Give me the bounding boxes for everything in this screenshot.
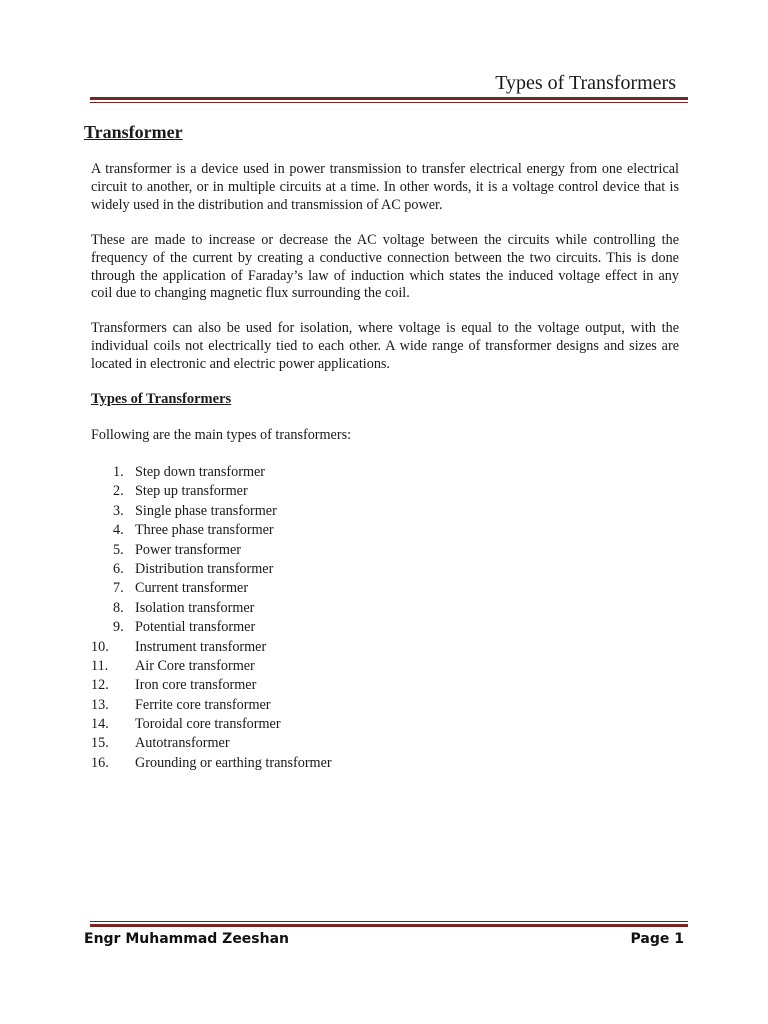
list-item (91, 482, 332, 501)
list-item (91, 734, 332, 753)
list-item (91, 521, 332, 540)
footer-author: Engr Muhammad Zeeshan (84, 931, 290, 947)
list-label: Ferrite core transformer (135, 696, 271, 713)
list-number: 16. (91, 754, 109, 771)
list-item (91, 638, 332, 657)
list-label: Toroidal core transformer (135, 716, 281, 733)
paragraph-1: A transformer is a device used in power transmission to transfer electrical energy from one electrical circuit to another, or in multiple circuits at a time. In other words, it is a voltage control device that is widely used in the distribution and transmission of AC power. (91, 161, 679, 213)
list-label: Potential transformer (135, 619, 256, 636)
list-label: Current transformer (135, 580, 249, 597)
list-item (91, 618, 332, 637)
list-item (91, 715, 332, 734)
list-number: 7. (113, 580, 124, 597)
list-item (91, 754, 332, 773)
list-item (91, 541, 332, 560)
list-label: Three phase transformer (135, 522, 274, 539)
section-heading: Transformer (84, 122, 183, 142)
paragraph-2: These are made to increase or decrease the AC voltage between the circuits while controlling the frequency of the current by creating a conductive connection between the two circuits. This is done through the application of Faraday’s law of induction which states the induced voltage effect in any coil due to changing magnetic flux surrounding the coil. (91, 232, 679, 302)
list-number: 4. (113, 522, 124, 539)
list-label: Instrument transformer (135, 638, 267, 655)
list-label: Step down transformer (135, 464, 266, 480)
list-number: 13. (91, 696, 109, 713)
header-rule-thin (90, 102, 688, 103)
list-number: 15. (91, 735, 109, 752)
list-label: Distribution transformer (135, 560, 274, 577)
list-number: 5. (113, 541, 124, 558)
list-number: 11. (91, 657, 109, 674)
list-label: Iron core transformer (135, 677, 257, 694)
list-item (91, 560, 332, 579)
list-number: 2. (113, 483, 124, 500)
list-number: 9. (113, 619, 124, 636)
footer-rule-thick (90, 924, 688, 927)
paragraph-3: Transformers can also be used for isolation, where voltage is equal to the voltage output, with the individual coils not electrically tied to each other. A wide range of transformer designs and sizes are located in electronic and electric power applications. (91, 320, 679, 372)
list-number: 3. (113, 502, 124, 519)
list-item (91, 676, 332, 695)
list-number: 6. (113, 560, 124, 577)
list-label: Isolation transformer (135, 599, 255, 616)
footer-page-number: Page 1 (630, 931, 684, 947)
list-item (91, 657, 332, 676)
list-number: 8. (113, 599, 124, 616)
list-label: Single phase transformer (135, 502, 277, 519)
list-label: Step up transformer (135, 483, 248, 500)
list-item (91, 696, 332, 715)
list-item (91, 599, 332, 618)
types-subheading: Types of Transformers (91, 391, 232, 407)
list-item (91, 502, 332, 521)
types-intro: Following are the main types of transformers: (91, 427, 352, 443)
list-label: Power transformer (135, 541, 241, 558)
list-item (91, 579, 332, 598)
list-label: Grounding or earthing transformer (135, 754, 332, 771)
header-title: Types of Transformers (495, 72, 676, 94)
footer-rule-thin (90, 921, 688, 922)
transformer-types-list (91, 463, 332, 773)
list-number: 14. (91, 716, 109, 733)
list-item (91, 463, 332, 482)
list-label: Autotransformer (135, 735, 230, 752)
list-number: 12. (91, 677, 109, 694)
list-number: 1. (113, 464, 124, 480)
list-number: 10. (91, 638, 109, 655)
list-label: Air Core transformer (135, 657, 255, 674)
header-rule-thick (90, 97, 688, 100)
